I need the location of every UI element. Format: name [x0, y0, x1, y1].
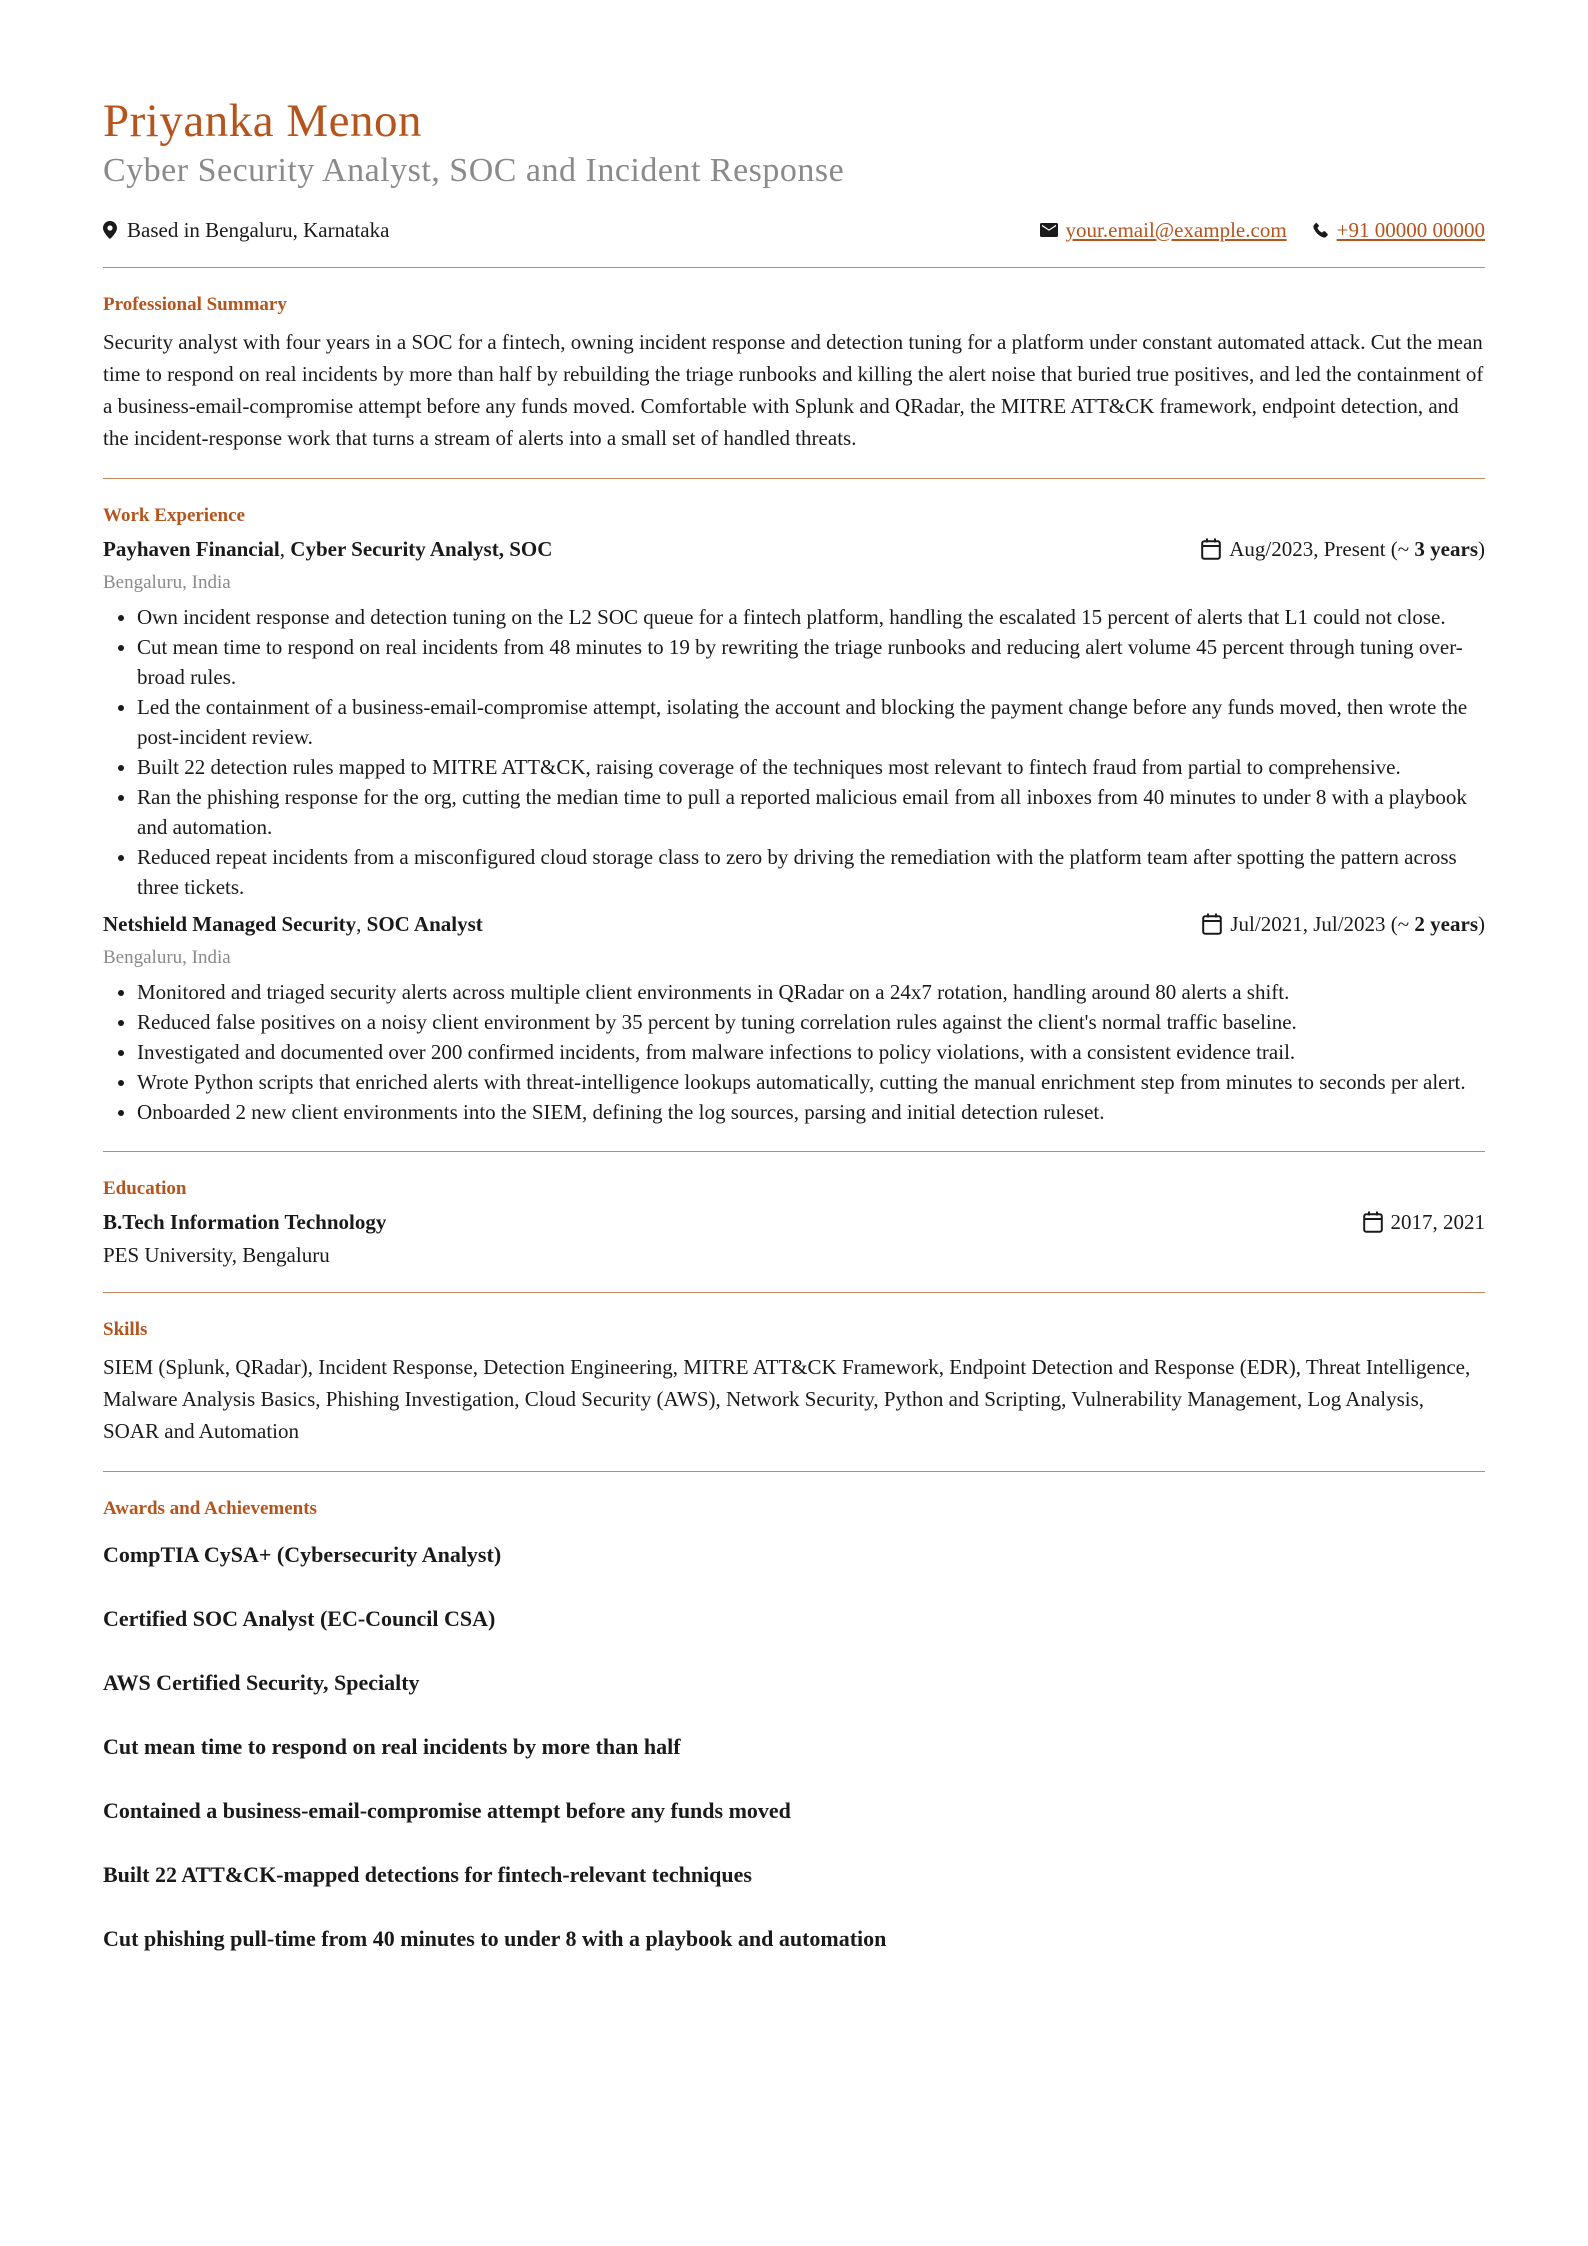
- calendar-icon: [1201, 538, 1221, 560]
- job-date-close: ): [1478, 911, 1485, 936]
- summary-title: Professional Summary: [103, 293, 287, 315]
- job-location: Bengaluru, India: [103, 571, 231, 593]
- list-item: • Ran the phishing response for the org, cutting the median time to pull a reported malicious email from all inboxes from 40 minutes to under 8 with a playbook and automation.: [137, 782, 1485, 842]
- skills-text: SIEM (Splunk, QRadar), Incident Response, Detection Engineering, MITRE ATT&CK Framework, Endpoint Detection and Response (EDR), Threat Intelligence, Malware Analysis Basics, Phishing Investigation, Cloud Security (AWS), Network Security, Python and Scripting, Vulnerability Management, Log Analysis, SOAR and Automation: [103, 1354, 1471, 1443]
- job-entry: [103, 537, 1485, 902]
- list-item: • Onboarded 2 new client environments into the SIEM, defining the log sources, parsing and initial detection ruleset.: [137, 1097, 1485, 1127]
- job-title: Payhaven Financial, Cyber Security Analyst, SOC: [103, 536, 553, 561]
- list-item: • Investigated and documented over 200 confirmed incidents, from malware infections to policy violations, with a consistent evidence trail.: [137, 1037, 1485, 1067]
- email-item: [1040, 218, 1287, 243]
- job-bullets: [103, 602, 1485, 902]
- phone-icon: [1313, 222, 1329, 238]
- education-section: [103, 1178, 1485, 1268]
- list-item: • Reduced false positives on a noisy client environment by 35 percent by tuning correlation rules against the client's normal traffic baseline.: [137, 1007, 1485, 1037]
- candidate-name: Priyanka Menon: [103, 95, 422, 147]
- list-item: • Cut mean time to respond on real incidents from 48 minutes to 19 by rewriting the triage runbooks and reducing alert volume 45 percent through tuning over-broad rules.: [137, 632, 1485, 692]
- award-item: Cut mean time to respond on real incidents by more than half: [103, 1733, 681, 1759]
- email-link[interactable]: your.email@example.com: [1065, 217, 1287, 242]
- calendar-icon: [1202, 913, 1222, 935]
- contact-row: [103, 218, 1485, 243]
- school-name: PES University, Bengaluru: [103, 1242, 330, 1267]
- job-duration: 2 years: [1414, 911, 1478, 936]
- job-dates: [1201, 537, 1485, 562]
- experience-section: [103, 505, 1485, 1127]
- award-item: Contained a business-email-compromise attempt before any funds moved: [103, 1797, 791, 1823]
- job-role: SOC Analyst: [366, 911, 483, 936]
- job-date-close: ): [1478, 536, 1485, 561]
- job-title: Netshield Managed Security, SOC Analyst: [103, 911, 483, 936]
- candidate-headline: Cyber Security Analyst, SOC and Incident Response: [103, 151, 845, 189]
- contact-links: [1040, 218, 1485, 243]
- awards-section: [103, 1498, 1485, 1954]
- list-item: • Reduced repeat incidents from a misconfigured cloud storage class to zero by driving the remediation with the platform team after spotting the pattern across three tickets.: [137, 842, 1485, 902]
- degree-name: B.Tech Information Technology: [103, 1209, 387, 1234]
- awards-list: [103, 1540, 1485, 1954]
- map-pin-icon: [103, 221, 117, 239]
- skills-title: Skills: [103, 1318, 148, 1340]
- location-text: Based in Bengaluru, Karnataka: [127, 217, 390, 242]
- job-header: [103, 537, 1485, 562]
- job-duration: 3 years: [1414, 536, 1478, 561]
- award-item: Certified SOC Analyst (EC-Council CSA): [103, 1605, 496, 1631]
- list-item: • Monitored and triaged security alerts across multiple client environments in QRadar on a 24x7 rotation, handling around 80 alerts a shift.: [137, 977, 1485, 1007]
- job-date-range: Jul/2021, Jul/2023 (~: [1230, 911, 1415, 936]
- job-location: Bengaluru, India: [103, 946, 231, 968]
- phone-link[interactable]: +91 00000 00000: [1336, 217, 1485, 242]
- job-dates: [1202, 912, 1485, 937]
- calendar-icon: [1363, 1211, 1383, 1233]
- education-title: Education: [103, 1177, 187, 1199]
- award-item: AWS Certified Security, Specialty: [103, 1669, 420, 1695]
- list-item: • Led the containment of a business-email-compromise attempt, isolating the account and blocking the payment change before any funds moved, then wrote the post-incident review.: [137, 692, 1485, 752]
- job-entry: [103, 912, 1485, 1127]
- divider: [103, 1292, 1485, 1293]
- summary-section: [103, 294, 1485, 454]
- summary-text: Security analyst with four years in a SOC for a fintech, owning incident response and detection tuning for a platform under constant automated attack. Cut the mean time to respond on real incidents by more than half by rebuilding the triage runbooks and killing the alert noise that buried true positives, and led the containment of a business-email-compromise attempt before any funds moved. Comfortable with Splunk and QRadar, the MITRE ATT&CK framework, endpoint detection, and the incident-response work that turns a stream of alerts into a small set of handled threats.: [103, 329, 1484, 450]
- education-header: [103, 1210, 1485, 1235]
- divider: [103, 478, 1485, 479]
- awards-title: Awards and Achievements: [103, 1497, 317, 1519]
- experience-title: Work Experience: [103, 504, 245, 526]
- job-bullets: [103, 977, 1485, 1127]
- list-item: • Built 22 detection rules mapped to MITRE ATT&CK, raising coverage of the techniques most relevant to fintech fraud from partial to comprehensive.: [137, 752, 1485, 782]
- job-date-range: Aug/2023, Present (~: [1229, 536, 1415, 561]
- list-item: • Own incident response and detection tuning on the L2 SOC queue for a fintech platform, handling the escalated 15 percent of alerts that L1 could not close.: [137, 602, 1485, 632]
- divider: [103, 1471, 1485, 1472]
- divider: [103, 1151, 1485, 1152]
- education-date-range: 2017, 2021: [1390, 1209, 1485, 1234]
- award-item: Cut phishing pull-time from 40 minutes to under 8 with a playbook and automation: [103, 1925, 887, 1951]
- phone-item: [1313, 218, 1485, 243]
- award-item: CompTIA CySA+ (Cybersecurity Analyst): [103, 1541, 502, 1567]
- location-info: [103, 218, 389, 243]
- education-dates: [1363, 1210, 1486, 1235]
- list-item: • Wrote Python scripts that enriched alerts with threat-intelligence lookups automatically, cutting the manual enrichment step from minutes to seconds per alert.: [137, 1067, 1485, 1097]
- job-role: Cyber Security Analyst, SOC: [290, 536, 553, 561]
- award-item: Built 22 ATT&CK-mapped detections for fintech-relevant techniques: [103, 1861, 752, 1887]
- job-company: Netshield Managed Security: [103, 911, 357, 936]
- job-company: Payhaven Financial: [103, 536, 280, 561]
- divider: [103, 267, 1485, 268]
- job-header: [103, 912, 1485, 937]
- envelope-icon: [1040, 223, 1058, 237]
- skills-section: [103, 1319, 1485, 1447]
